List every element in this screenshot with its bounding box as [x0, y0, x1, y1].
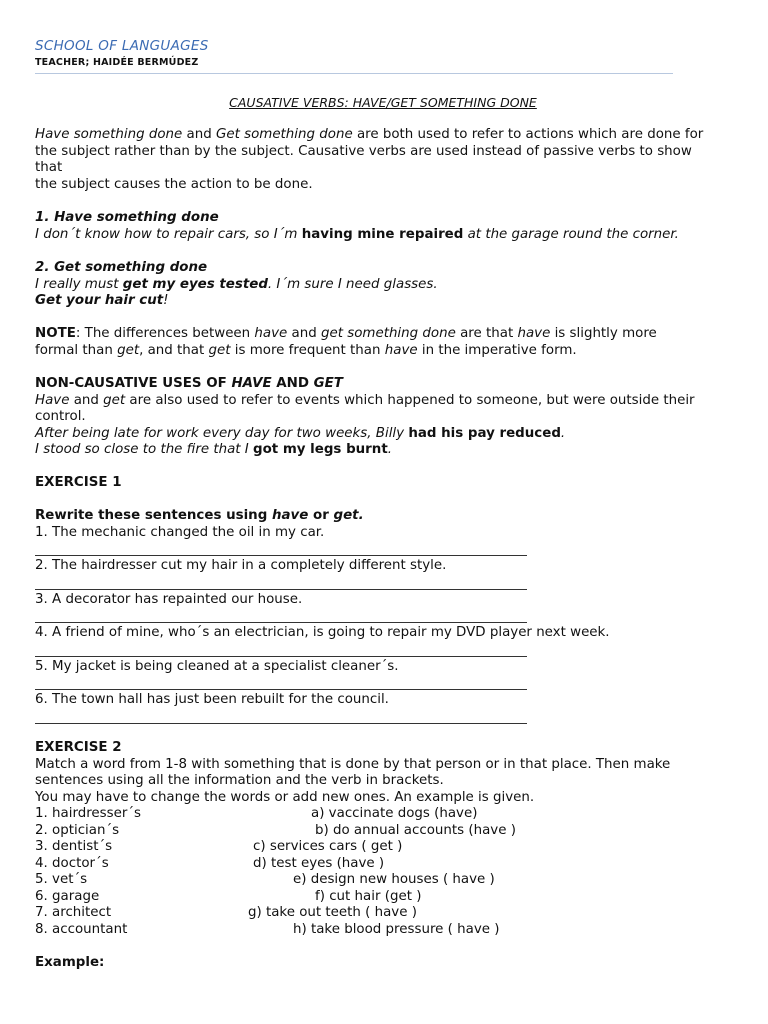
- exercise2-instruction: Match a word from 1-8 with something that is done by that person or in that place. Then make: [35, 756, 671, 772]
- section-have-example: [35, 227, 735, 244]
- match-row: [35, 889, 735, 906]
- exercise2-heading: EXERCISE 2: [35, 740, 122, 755]
- match-left: 8. accountant: [35, 921, 128, 937]
- note-term: get: [208, 342, 231, 358]
- heading-text: NON-CAUSATIVE USES OF: [35, 376, 232, 391]
- note-term: have: [384, 342, 418, 358]
- exercise1-item: 6. The town hall has just been rebuilt for the council.: [35, 692, 389, 707]
- exercise2-instruction: sentences using all the information and the verb in brackets.: [35, 773, 444, 788]
- teacher-name: TEACHER; HAIDÉE BERMÚDEZ: [35, 57, 199, 68]
- note-paragraph: [35, 326, 735, 359]
- section-get-heading: 2. Get something done: [35, 260, 208, 275]
- match-row: [35, 856, 735, 873]
- intro-get-phrase: Get something done: [215, 127, 353, 142]
- match-left: 6. garage: [35, 888, 100, 904]
- example-text: .: [387, 442, 392, 457]
- answer-line[interactable]: [35, 642, 527, 657]
- note-term: get something done: [321, 326, 456, 341]
- example-text: at the garage round the corner.: [463, 226, 679, 242]
- school-name: SCHOOL OF LANGUAGES: [35, 38, 209, 54]
- section-get-example1: [35, 277, 735, 294]
- heading-term: HAVE: [231, 376, 272, 391]
- note-term: get: [117, 342, 140, 358]
- match-row: [35, 905, 735, 922]
- match-left: 7. architect: [35, 905, 112, 920]
- exercise1-item: 4. A friend of mine, who´s an electrician, is going to repair my DVD player next week.: [35, 625, 610, 640]
- section-have-heading: 1. Have something done: [35, 210, 219, 225]
- paragraph-text: are also used to refer to events which happened to someone, but were outside their: [125, 392, 695, 408]
- match-right: b) do annual accounts (have ): [315, 822, 516, 838]
- match-right: d) test eyes (have ): [253, 855, 385, 871]
- example-text: After being late for work every day for two weeks, Billy: [35, 425, 409, 441]
- exercise2-section: [35, 740, 735, 971]
- match-row: [35, 839, 735, 856]
- example-text: . I´m sure I need glasses.: [267, 276, 438, 292]
- instruction-term: have: [271, 508, 309, 523]
- example-text: !: [163, 293, 169, 308]
- match-row: [35, 922, 735, 939]
- match-right: f) cut hair (get ): [315, 888, 422, 904]
- answer-line[interactable]: [35, 541, 527, 556]
- match-left: 3. dentist´s: [35, 839, 113, 854]
- noncausative-example1: [35, 426, 735, 443]
- answer-line[interactable]: [35, 608, 527, 623]
- paragraph-term: Have: [35, 392, 70, 408]
- exercise1-section: [35, 475, 735, 726]
- page-title: CAUSATIVE VERBS: HAVE/GET SOMETHING DONE: [229, 95, 537, 110]
- note-term: have: [517, 326, 551, 341]
- example-bold: got my legs burnt: [252, 442, 388, 457]
- heading-term: GET: [313, 376, 343, 391]
- match-right: c) services cars ( get ): [253, 839, 403, 854]
- paragraph-text: control.: [35, 409, 86, 424]
- intro-have-phrase: Have something done: [35, 127, 183, 142]
- intro-paragraph: [35, 127, 735, 193]
- section-get-example2: [35, 293, 735, 310]
- noncausative-heading: [35, 376, 735, 393]
- match-right: e) design new houses ( have ): [293, 872, 495, 887]
- example-text: I don´t know how to repair cars, so I´m: [35, 226, 302, 242]
- paragraph-text: and: [69, 392, 104, 408]
- note-text: in the imperative form.: [417, 342, 577, 358]
- match-row: [35, 872, 735, 889]
- example-bold: having mine repaired: [301, 226, 464, 242]
- section-have: [35, 210, 735, 243]
- example-bold: had his pay reduced: [408, 425, 561, 441]
- header-divider: [35, 73, 673, 74]
- intro-rest: are both used to refer to actions which are done for: [352, 127, 704, 142]
- exercise2-instruction: You may have to change the words or add new ones. An example is given.: [35, 789, 535, 805]
- intro-line4: the subject causes the action to be done.: [35, 176, 313, 192]
- answer-line[interactable]: [35, 709, 527, 724]
- example-text: .: [560, 425, 566, 441]
- match-left: 2. optician´s: [35, 822, 120, 838]
- match-right: a) vaccinate dogs (have): [311, 806, 478, 821]
- intro-line2: the subject rather than by the subject. Causative verbs are used instead of passive verbs to show: [35, 143, 692, 159]
- note-text: formal than: [35, 342, 118, 358]
- paragraph-term: get: [103, 392, 126, 408]
- match-left: 5. vet´s: [35, 872, 88, 887]
- instruction-term: get.: [333, 508, 364, 523]
- note-text: is slightly more: [550, 326, 657, 341]
- note-term: have: [254, 326, 288, 341]
- instruction-text: or: [308, 508, 334, 523]
- match-left: 4. doctor´s: [35, 855, 109, 871]
- example-text: I really must: [35, 276, 123, 292]
- intro-line3: that: [35, 160, 63, 175]
- note-text: , and that: [139, 342, 209, 358]
- example-label: Example:: [35, 954, 105, 970]
- note-label: NOTE: [35, 326, 76, 341]
- note-text: is more frequent than: [230, 342, 385, 358]
- match-left: 1. hairdresser´s: [35, 806, 142, 821]
- note-text: : The differences between: [75, 326, 255, 341]
- exercise1-item: 3. A decorator has repainted our house.: [35, 591, 303, 607]
- match-right: g) take out teeth ( have ): [248, 905, 417, 920]
- instruction-text: Rewrite these sentences using: [35, 508, 272, 523]
- exercise1-item: 5. My jacket is being cleaned at a specialist cleaner´s.: [35, 658, 399, 674]
- noncausative-section: [35, 376, 735, 459]
- answer-line[interactable]: [35, 575, 527, 590]
- example-text: I stood so close to the fire that I: [35, 442, 253, 457]
- noncausative-example2: [35, 442, 735, 459]
- example-bold: get my eyes tested: [122, 276, 268, 292]
- section-get: [35, 260, 735, 310]
- match-right: h) take blood pressure ( have ): [293, 921, 500, 937]
- match-row: [35, 806, 735, 823]
- note-text: and: [287, 326, 321, 341]
- intro-and: and: [182, 127, 216, 142]
- answer-line[interactable]: [35, 675, 527, 690]
- note-text: are that: [455, 326, 518, 341]
- match-row: [35, 823, 735, 840]
- exercise1-instruction: [35, 508, 735, 525]
- example-bold: Get your hair cut: [35, 293, 164, 308]
- heading-text: AND: [271, 376, 314, 391]
- exercise1-heading: EXERCISE 1: [35, 475, 122, 490]
- exercise1-item: 2. The hairdresser cut my hair in a completely different style.: [35, 558, 447, 573]
- exercise1-item: 1. The mechanic changed the oil in my car.: [35, 524, 325, 540]
